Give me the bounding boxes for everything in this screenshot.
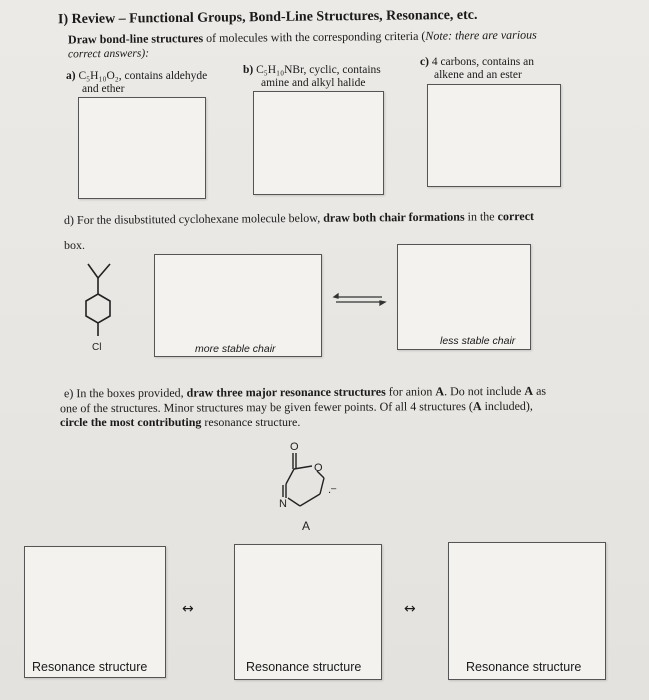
ring-oxygen-label: O (314, 462, 323, 474)
more-stable-chair-box[interactable] (154, 254, 322, 357)
question-d-bold-2: correct (497, 208, 535, 224)
instructions-line-2: correct answers): (67, 47, 150, 61)
question-c-text-2: alkene and an ester (434, 69, 522, 81)
question-d-text-2: in the (464, 209, 498, 224)
question-a-formula: C₅H₁₀O₂ (78, 70, 119, 82)
question-e-line-1 (64, 384, 546, 401)
answer-box-b[interactable] (253, 91, 384, 195)
question-d-line-1 (64, 209, 534, 227)
question-d-bold: draw both chair formations (323, 209, 465, 225)
question-e-line-2 (60, 399, 533, 415)
section-title: I) Review – Functional Groups, Bond-Line Structures, Resonance, etc. (57, 7, 478, 28)
question-e-bold: draw three major resonance structures (186, 384, 386, 400)
carbonyl-oxygen-label: O (290, 441, 299, 453)
question-e-text-3: . Do not include (444, 383, 525, 399)
question-c-text: 4 carbons, contains an (431, 56, 535, 68)
question-b-text: , cyclic, contains (303, 64, 381, 76)
question-e-line-3 (60, 415, 300, 429)
more-stable-chair-label: more stable chair (195, 343, 276, 355)
question-e-anion-label-3: A (472, 399, 482, 414)
question-d-text: d) For the disubstituted cyclohexane molecule below, (63, 210, 324, 228)
question-a (66, 70, 207, 96)
instructions-line-1 (68, 28, 537, 48)
answer-box-c[interactable] (427, 84, 561, 187)
question-b (243, 64, 381, 90)
question-a-text-2: and ether (82, 83, 125, 95)
resonance-structure-box-1[interactable] (24, 546, 166, 678)
question-e-text-5: one of the structures. Minor structures may be given fewer points. Of all 4 structures ( (59, 399, 473, 416)
chlorine-label: Cl (92, 342, 102, 353)
instructions-note: Note: there are various (425, 27, 537, 43)
resonance-arrow-icon-2: ↔ (404, 601, 416, 617)
less-stable-chair-label: less stable chair (440, 335, 516, 347)
resonance-structure-label-1: Resonance structure (32, 660, 148, 674)
resonance-structure-label-2: Resonance structure (246, 660, 362, 674)
resonance-arrow-icon-1: ↔ (182, 601, 194, 617)
instructions-text: of molecules with the corresponding criteria ( (203, 28, 426, 46)
disubstituted-cyclohexane-structure (66, 256, 136, 356)
question-d-line-2: box. (64, 238, 85, 252)
question-e-text: e) In the boxes provided, (63, 385, 187, 401)
question-b-label: b) (243, 64, 254, 76)
resonance-structure-label-3: Resonance structure (466, 660, 582, 674)
question-e-text-2: for anion (385, 384, 436, 399)
anion-a-label: A (302, 519, 311, 533)
question-e-anion-label-2: A (524, 383, 534, 398)
question-e-anion-label: A (435, 384, 445, 399)
equilibrium-arrows-icon (330, 290, 390, 310)
question-e-text-7: resonance structure. (201, 415, 301, 429)
anion-a-structure (262, 436, 362, 546)
question-a-text: , contains aldehyde (118, 70, 208, 82)
question-b-formula: C₅H₁₀NBr (256, 64, 304, 76)
lone-pair-charge-icon: ·‾ (328, 488, 337, 499)
answer-box-a[interactable] (78, 97, 206, 199)
question-e-bold-2: circle the most contributing (60, 415, 202, 429)
question-c (420, 56, 534, 82)
question-a-label: a) (66, 70, 76, 82)
instructions-bold: Draw bond-line structures (67, 31, 204, 47)
question-e-text-4: as (533, 383, 547, 398)
question-b-text-2: amine and alkyl halide (261, 77, 366, 89)
nitrogen-label: N (279, 498, 287, 510)
question-e-text-6: included), (481, 398, 533, 414)
question-c-label: c) (420, 56, 429, 68)
